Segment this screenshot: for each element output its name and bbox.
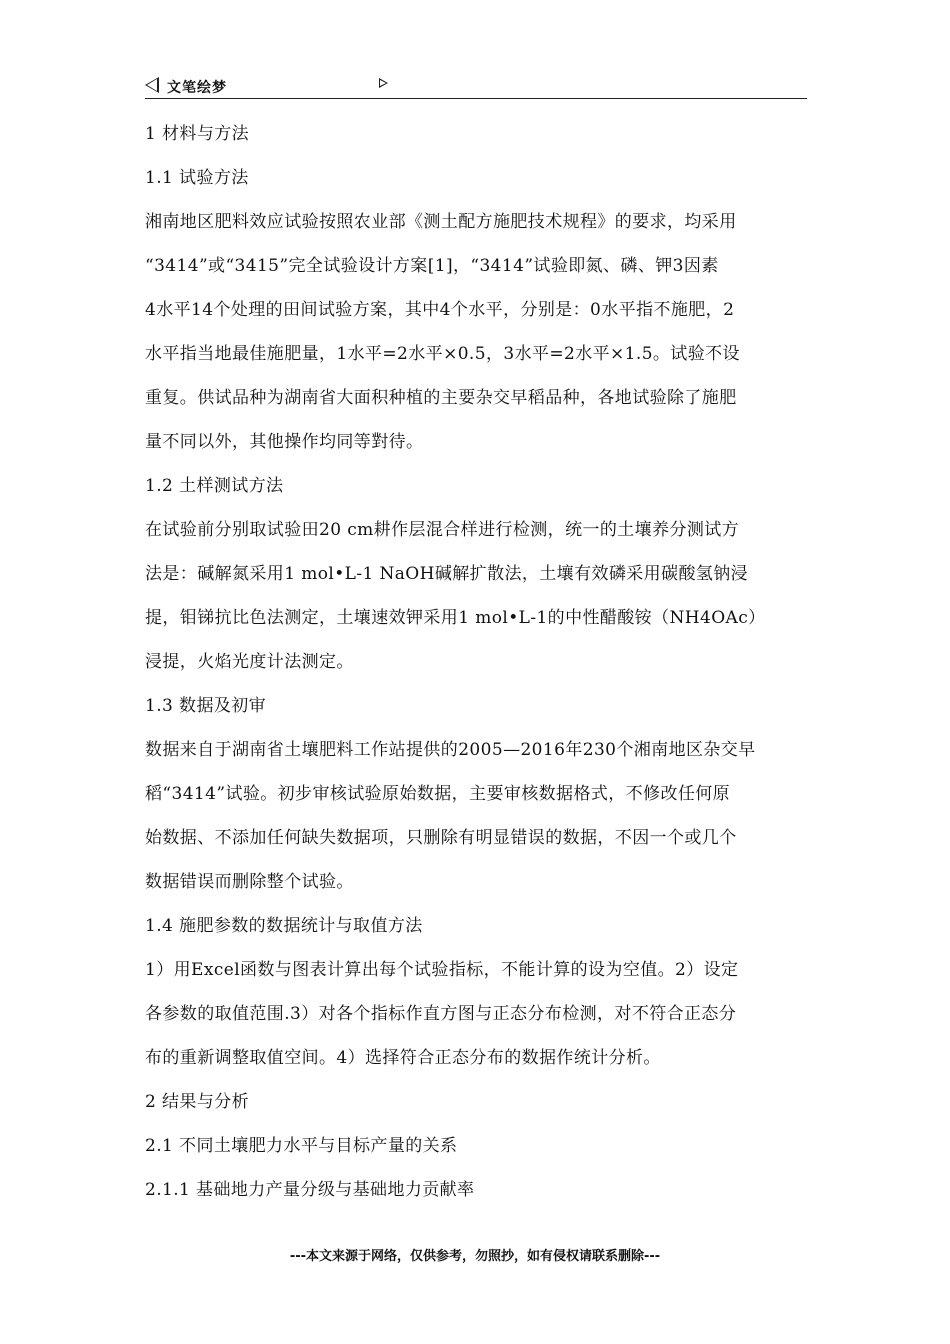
paragraph-line: 1）用Excel函数与图表计算出每个试验指标，不能计算的设为空值。2）设定 <box>145 960 739 980</box>
paragraph-line: 浸提，火焰光度计法测定。 <box>145 652 354 672</box>
page-header <box>145 72 807 99</box>
section-heading: 2 结果与分析 <box>145 1092 250 1112</box>
paragraph-line: 湘南地区肥料效应试验按照农业部《测土配方施肥技术规程》的要求，均采用 <box>145 212 737 232</box>
section-heading: 1 材料与方法 <box>145 124 250 144</box>
subsection-heading: 1.3 数据及初审 <box>145 696 267 716</box>
paragraph-line: 重复。供试品种为湖南省大面积种植的主要杂交早稻品种，各地试验除了施肥 <box>145 388 737 408</box>
paragraph-line: 布的重新调整取值空间。4）选择符合正态分布的数据作统计分析。 <box>145 1048 661 1068</box>
paragraph-line: 稻“3414”试验。初步审核试验原始数据，主要审核数据格式，不修改任何原 <box>145 784 731 804</box>
subsection-heading: 2.1 不同土壤肥力水平与目标产量的关系 <box>145 1136 458 1156</box>
subsection-heading: 1.2 土样测试方法 <box>145 476 284 496</box>
paragraph-line: 4水平14个处理的田间试验方案，其中4个水平，分别是：0水平指不施肥，2 <box>145 300 735 320</box>
brand-title: 文笔绘梦 <box>167 80 227 96</box>
disclaimer-footer: ---本文来源于网络，仅供参考，勿照抄，如有侵权请联系删除--- <box>289 1249 661 1264</box>
subsubsection-heading: 2.1.1 基础地力产量分级与基础地力贡献率 <box>145 1180 475 1200</box>
triangle-right-icon <box>379 78 388 88</box>
paragraph-line: 提，钼锑抗比色法测定，土壤速效钾采用1 mol•L-1的中性醋酸铵（NH4OAc） <box>145 608 766 628</box>
paragraph-line: 始数据、不添加任何缺失数据项，只删除有明显错误的数据，不因一个或几个 <box>145 828 737 848</box>
paragraph-line: 各参数的取值范围.3）对各个指标作直方图与正态分布检测，对不符合正态分 <box>145 1004 737 1024</box>
paragraph-line: 量不同以外，其他操作均同等對待。 <box>145 432 424 452</box>
subsection-heading: 1.1 试验方法 <box>145 168 249 188</box>
paragraph-line: 法是：碱解氮采用1 mol•L-1 NaOH碱解扩散法，土壤有效磷采用碳酸氢钠浸 <box>145 564 749 584</box>
paragraph-line: 数据错误而删除整个试验。 <box>145 872 354 892</box>
document-body <box>145 112 807 1212</box>
subsection-heading: 1.4 施肥参数的数据统计与取值方法 <box>145 916 423 936</box>
paragraph-line: “3414”或“3415”完全试验设计方案[1]，“3414”试验即氮、磷、钾3因素 <box>145 256 719 276</box>
triangle-left-icon <box>145 77 159 93</box>
paragraph-line: 水平指当地最佳施肥量，1水平=2水平×0.5，3水平=2水平×1.5。试验不设 <box>145 344 740 364</box>
paragraph-line: 在试验前分别取试验田20 cm耕作层混合样进行检测，统一的土壤养分测试方 <box>145 520 740 540</box>
paragraph-line: 数据来自于湖南省土壤肥料工作站提供的2005—2016年230个湘南地区杂交早 <box>145 740 756 760</box>
